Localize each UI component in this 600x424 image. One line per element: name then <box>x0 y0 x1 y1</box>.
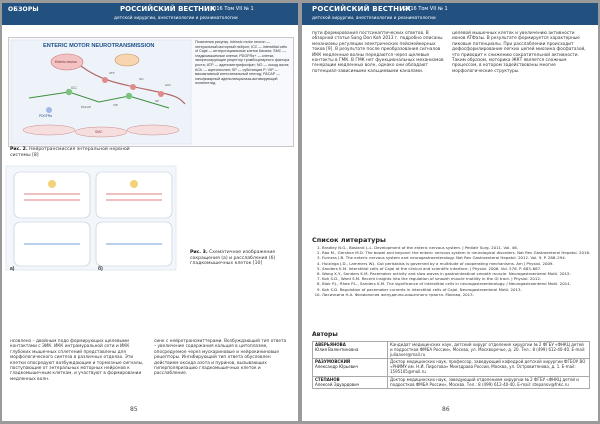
label-vip: VIP <box>113 103 118 107</box>
volume-issue-right: 2016 Том VII № 1 <box>404 6 448 12</box>
panel-a-label: a) <box>10 266 15 272</box>
right-text-column-2: целевой мышечных клеток и увеличению активности ионов ATФазы. В результате формируется характерные пиковые потенциалы. При расслаблении происходит дефосфорилирование легких цепей миозина фосфатазой, что приводит к снижению сократительной активности. Таким образом, моторика ЖКТ является сложным процессом, в котором задействованы многие морфологические структуры. <box>452 31 586 74</box>
calcium-ion <box>48 180 56 188</box>
smc-cell-outline <box>96 172 172 218</box>
author-row <box>313 359 590 376</box>
page-number-right: 86 <box>442 406 450 413</box>
right-text-column-1: пути формирования постсинаптических ответов. В обзорной статье Sang Don Koh 2013 г. подробно описаны механизмы регуляции электрических пейсмейкерных токов [9]. В результате после преобразования сигналов ИКК медленные волны передаются через щелевые контакты в ГМК. В ГМК нет функциональных механизмов генерации медленных волн, однако они обладают потенциал-зависимыми кальциевыми каналами. <box>312 31 444 74</box>
reference-item: 4. Huizinga J.D., Lammers W.J. Gut peristalsis is governed by a multitude of cooperating mechanisms. Am J Physiol. 2009. <box>322 261 598 266</box>
reference-item: 8. Blair P.J., Rhee P.L., Sanders K.M. The significance of interstitial cells in neurogastroenterology. J Neurogastroenterol Motil. 2014. <box>322 281 598 286</box>
left-text-column-2: синк с нейротрансмиттерами. Возбуждающий тип ответа – увеличение содержания кальция в цитоплазме, опосредуемое через мускариновые и нейрокининовые рецепторы. Ингибирующий тип ответа обусловлен действием оксида азота и пуринов, вызывающих гиперполяризацию гладкомышечных клеток и расслабление. <box>154 339 287 377</box>
label-pdgfr: PDGFRα <box>39 114 52 118</box>
label-smc: SMC <box>95 130 103 134</box>
calcium-ion <box>130 180 138 188</box>
journal-subtitle: детской хирургии, анестезиологии и реаниматологии <box>114 16 238 21</box>
figure3-caption-text: Схематичное изображение сокращения (а) и расслабления (б) гладкомышечных клеток [10] <box>190 250 276 267</box>
reference-item: 1. Bradley N.G., Bosland J.-L. Development of the enteric nervous system. J Pediatr Surg. 2011. Vol. 46. <box>322 245 598 250</box>
author-surname: АВЕРЬЯНОВА <box>315 342 346 347</box>
label-pacap: PACAP <box>81 105 91 109</box>
icc-cell <box>126 93 132 99</box>
references-list <box>310 245 598 297</box>
caption-label: Рис. 2. <box>10 147 28 152</box>
reference-item: 10. Лисичкина Н.А. Физиология желудочно-кишечного тракта. Москва, 2013. <box>322 292 598 297</box>
author-surname: СТЕПАНОВ <box>315 376 340 382</box>
label-ach: ACh <box>165 83 171 87</box>
journal-title-right: РОССИЙСКИЙ ВЕСТНИК <box>312 5 412 13</box>
smc-cell-outline <box>14 172 90 218</box>
section-title: ОБЗОРЫ <box>8 6 39 13</box>
figure3-caption <box>190 250 294 267</box>
author-name-cell <box>313 376 388 389</box>
label-enteric-neuron: Enteric neuron <box>55 60 78 64</box>
authors-table <box>312 341 590 389</box>
reference-item: 6. Wang X.Y., Sanders K.M. Pacemaker activity and slow waves in gastrointestinal smooth muscle. Neurogastroenterol Motil. 2015. <box>322 271 598 276</box>
author-info: Доктор медицинских наук, заведующий отделением хирургии № 2 ФГБУ «ФНКЦ детей и подростков ФМБА России», Москва. Тел.: 8 (499) 612-40-40. E-mail: stepanov@fnkc.ru <box>388 376 590 389</box>
author-given-name: Юлия Валентиновна <box>315 346 359 352</box>
caption-text: Нейротрансмиссия энтеральной нервной системы [8] <box>10 147 130 158</box>
diagram-title: ENTERIC MOTOR NEUROTRANSMISSION <box>43 43 155 49</box>
reference-item: 3. Furness J.B. The enteric nervous system and neurogastroenterology. Nat Rev Gastroenterol Hepatol. 2012. Vol. 9. P. 286–294. <box>322 255 598 260</box>
left-page-header <box>2 3 298 25</box>
authors-title: Авторы <box>312 331 338 338</box>
journal-title: РОССИЙСКИЙ ВЕСТНИК <box>120 5 216 13</box>
panel-b-label: б) <box>98 266 103 272</box>
left-text-column-1: нсовлено – двойным подо формирующих щелевыми контактами с ЭИК. ИКК интрамуральной сети и ИКК глубоких мышечных сплетений представлены для морфологического синтеза в различных отделах. Эти клетки опосредуют возбуждающие и тормозные сигналы, поступающие от энтеральных моторных нейронов к гладкомышечным клеткам, и участвуют в формировании медленных волн. <box>10 339 144 382</box>
smc-cell <box>127 125 179 135</box>
reference-item: 5. Sanders K.M. Interstitial cells of Cajal at the clinical and scientific interface. J Physiol. 2006. Vol. 576. P. 683–687. <box>322 266 598 271</box>
author-surname: РАЗУМОВСКИЙ <box>315 359 351 365</box>
author-info: Доктор медицинских наук, профессор, заведующий кафедрой детской хирургии ФГБОУ ВО «РНИМУ им. Н.И. Пирогова» Минздрава России, Москва, ул. Островитянова, д. 1. E-mail: 1595105@mail.ru <box>388 359 590 376</box>
label-no: NO <box>139 77 144 81</box>
enteric-diagram <box>9 38 293 146</box>
varicosity <box>158 91 164 97</box>
journal-subtitle-right: детской хирургии, анестезиологии и реаниматологии <box>312 16 436 21</box>
smc-cell <box>23 125 75 135</box>
figure-caption <box>10 147 150 158</box>
label-sp: SP <box>155 99 160 103</box>
right-page <box>302 3 598 421</box>
varicosity <box>130 84 136 90</box>
author-row <box>313 376 590 389</box>
reference-item: 7. Koh S.D., Ward S.M. Recent insights into the regulation of smooth muscle motility in the GI tract. J Physiol. 2012. <box>322 276 598 281</box>
page-number-left: 85 <box>130 406 138 413</box>
varicosity <box>102 77 108 83</box>
figure-enteric-neurotransmission <box>8 37 294 147</box>
author-name-cell <box>313 359 388 376</box>
author-given-name: Александр Юрьевич <box>315 364 359 370</box>
references-title: Список литературы <box>312 236 386 244</box>
label-atp: ATP <box>109 71 115 75</box>
figure3-caption-label: Рис. 3. <box>190 250 208 255</box>
neuron-soma <box>115 54 139 66</box>
volume-issue: 2016 Том VII № 1 <box>210 6 254 12</box>
figure-smc-contraction <box>4 164 296 334</box>
pdgfr-cell <box>46 107 52 113</box>
reference-item: 2. Rao M., Gershon M.D. The bowel and beyond: the enteric nervous system in neurological disorders. Nat Rev Gastroenterol Hepatol. 2016. <box>322 250 598 255</box>
right-page-header <box>302 3 598 25</box>
author-given-name: Алексей Эдуардович <box>315 381 360 387</box>
author-row <box>313 342 590 359</box>
author-info: Кандидат медицинских наук, детский хирург отделения хирургии № 2 ФГБУ «ФНКЦ детей и подростков ФМБА России», Москва, ул. Москворечье, д. 20. Тел.: 8 (499) 612-40-40. E-mail: juliaaver@mail.ru <box>388 342 590 359</box>
author-name-cell <box>313 342 388 359</box>
reference-item: 9. Koh S.D. Regulation of pacemaker currents in interstitial cells of Cajal. Neurogastroenterol Motil. 2013. <box>322 287 598 292</box>
label-icc: ICC <box>71 86 77 90</box>
figure-legend: Пояснения рисунку. Intrinsic motor neuron — энтеральный моторный нейрон; ICC — interstitial cells of Cajal — интерстициальные клетки Кахаля; SMC — гладкомышечные клетки; PDGFRα+ — клетки, экспрессирующие рецептор тромбоцитарного фактора роста; ATP — аденозинтрифосфат; NO — оксид азота; ACh — ацетилхолин; SP — субстанция P; VIP — вазоактивный интестинальный пептид; PACAP — гипофизарный аденилатциклаза-активирующий полипептид. <box>195 40 290 86</box>
